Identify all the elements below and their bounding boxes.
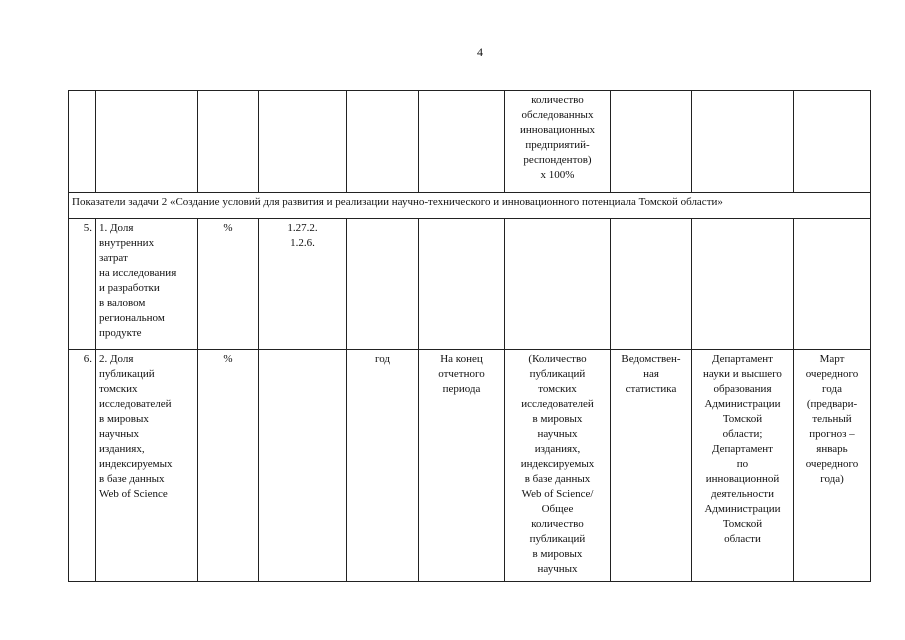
responsible-cell: Департамент науки и высшего образования Администрации Томской области; Департамент по инновационной деятельности Администрации Томской области <box>692 350 794 582</box>
code-cell: 1.27.2. 1.2.6. <box>259 219 347 350</box>
indicator-name: 1. Доля внутренних затрат на исследования и разработки в валовом региональном продукте <box>96 219 198 350</box>
cell-empty <box>259 91 347 193</box>
deadline-cell: Март очередного года (предвари- тельный прогноз – январь очередного года) <box>794 350 871 582</box>
unit-cell: % <box>198 219 259 350</box>
table-row-5 <box>69 219 871 350</box>
cell-formula-continuation: количество обследованных инновационных предприятий- респондентов) х 100% <box>505 91 611 193</box>
cell-empty <box>794 91 871 193</box>
row-number: 6. <box>69 350 96 582</box>
cell-empty <box>692 219 794 350</box>
indicator-name: 2. Доля публикаций томских исследователей в мировых научных изданиях, индексируемых в базе данных Web of Science <box>96 350 198 582</box>
cell-empty <box>69 91 96 193</box>
cell-empty <box>692 91 794 193</box>
unit-cell: % <box>198 350 259 582</box>
cell-empty <box>505 219 611 350</box>
cell-empty <box>419 91 505 193</box>
cell-empty <box>198 91 259 193</box>
cell-empty <box>611 91 692 193</box>
section-title: Показатели задачи 2 «Создание условий для развития и реализации научно-технического и инновационного потенциала Томской области» <box>69 193 871 219</box>
cell-empty <box>347 219 419 350</box>
moment-cell: На конец отчетного периода <box>419 350 505 582</box>
cell-empty <box>611 219 692 350</box>
table-row-6 <box>69 350 871 582</box>
section-header-row <box>69 193 871 219</box>
table-row-continuation <box>69 91 871 193</box>
formula-cell: (Количество публикаций томских исследователей в мировых научных изданиях, индексируемых в базе данных Web of Science/ Общее количество публикаций в мировых научных <box>505 350 611 582</box>
cell-empty <box>259 350 347 582</box>
indicators-table <box>68 90 871 582</box>
cell-empty <box>347 91 419 193</box>
row-number: 5. <box>69 219 96 350</box>
page-number: 4 <box>477 45 483 59</box>
cell-empty <box>96 91 198 193</box>
source-cell: Ведомствен- ная статистика <box>611 350 692 582</box>
cell-empty <box>794 219 871 350</box>
cell-empty <box>419 219 505 350</box>
period-cell: год <box>347 350 419 582</box>
